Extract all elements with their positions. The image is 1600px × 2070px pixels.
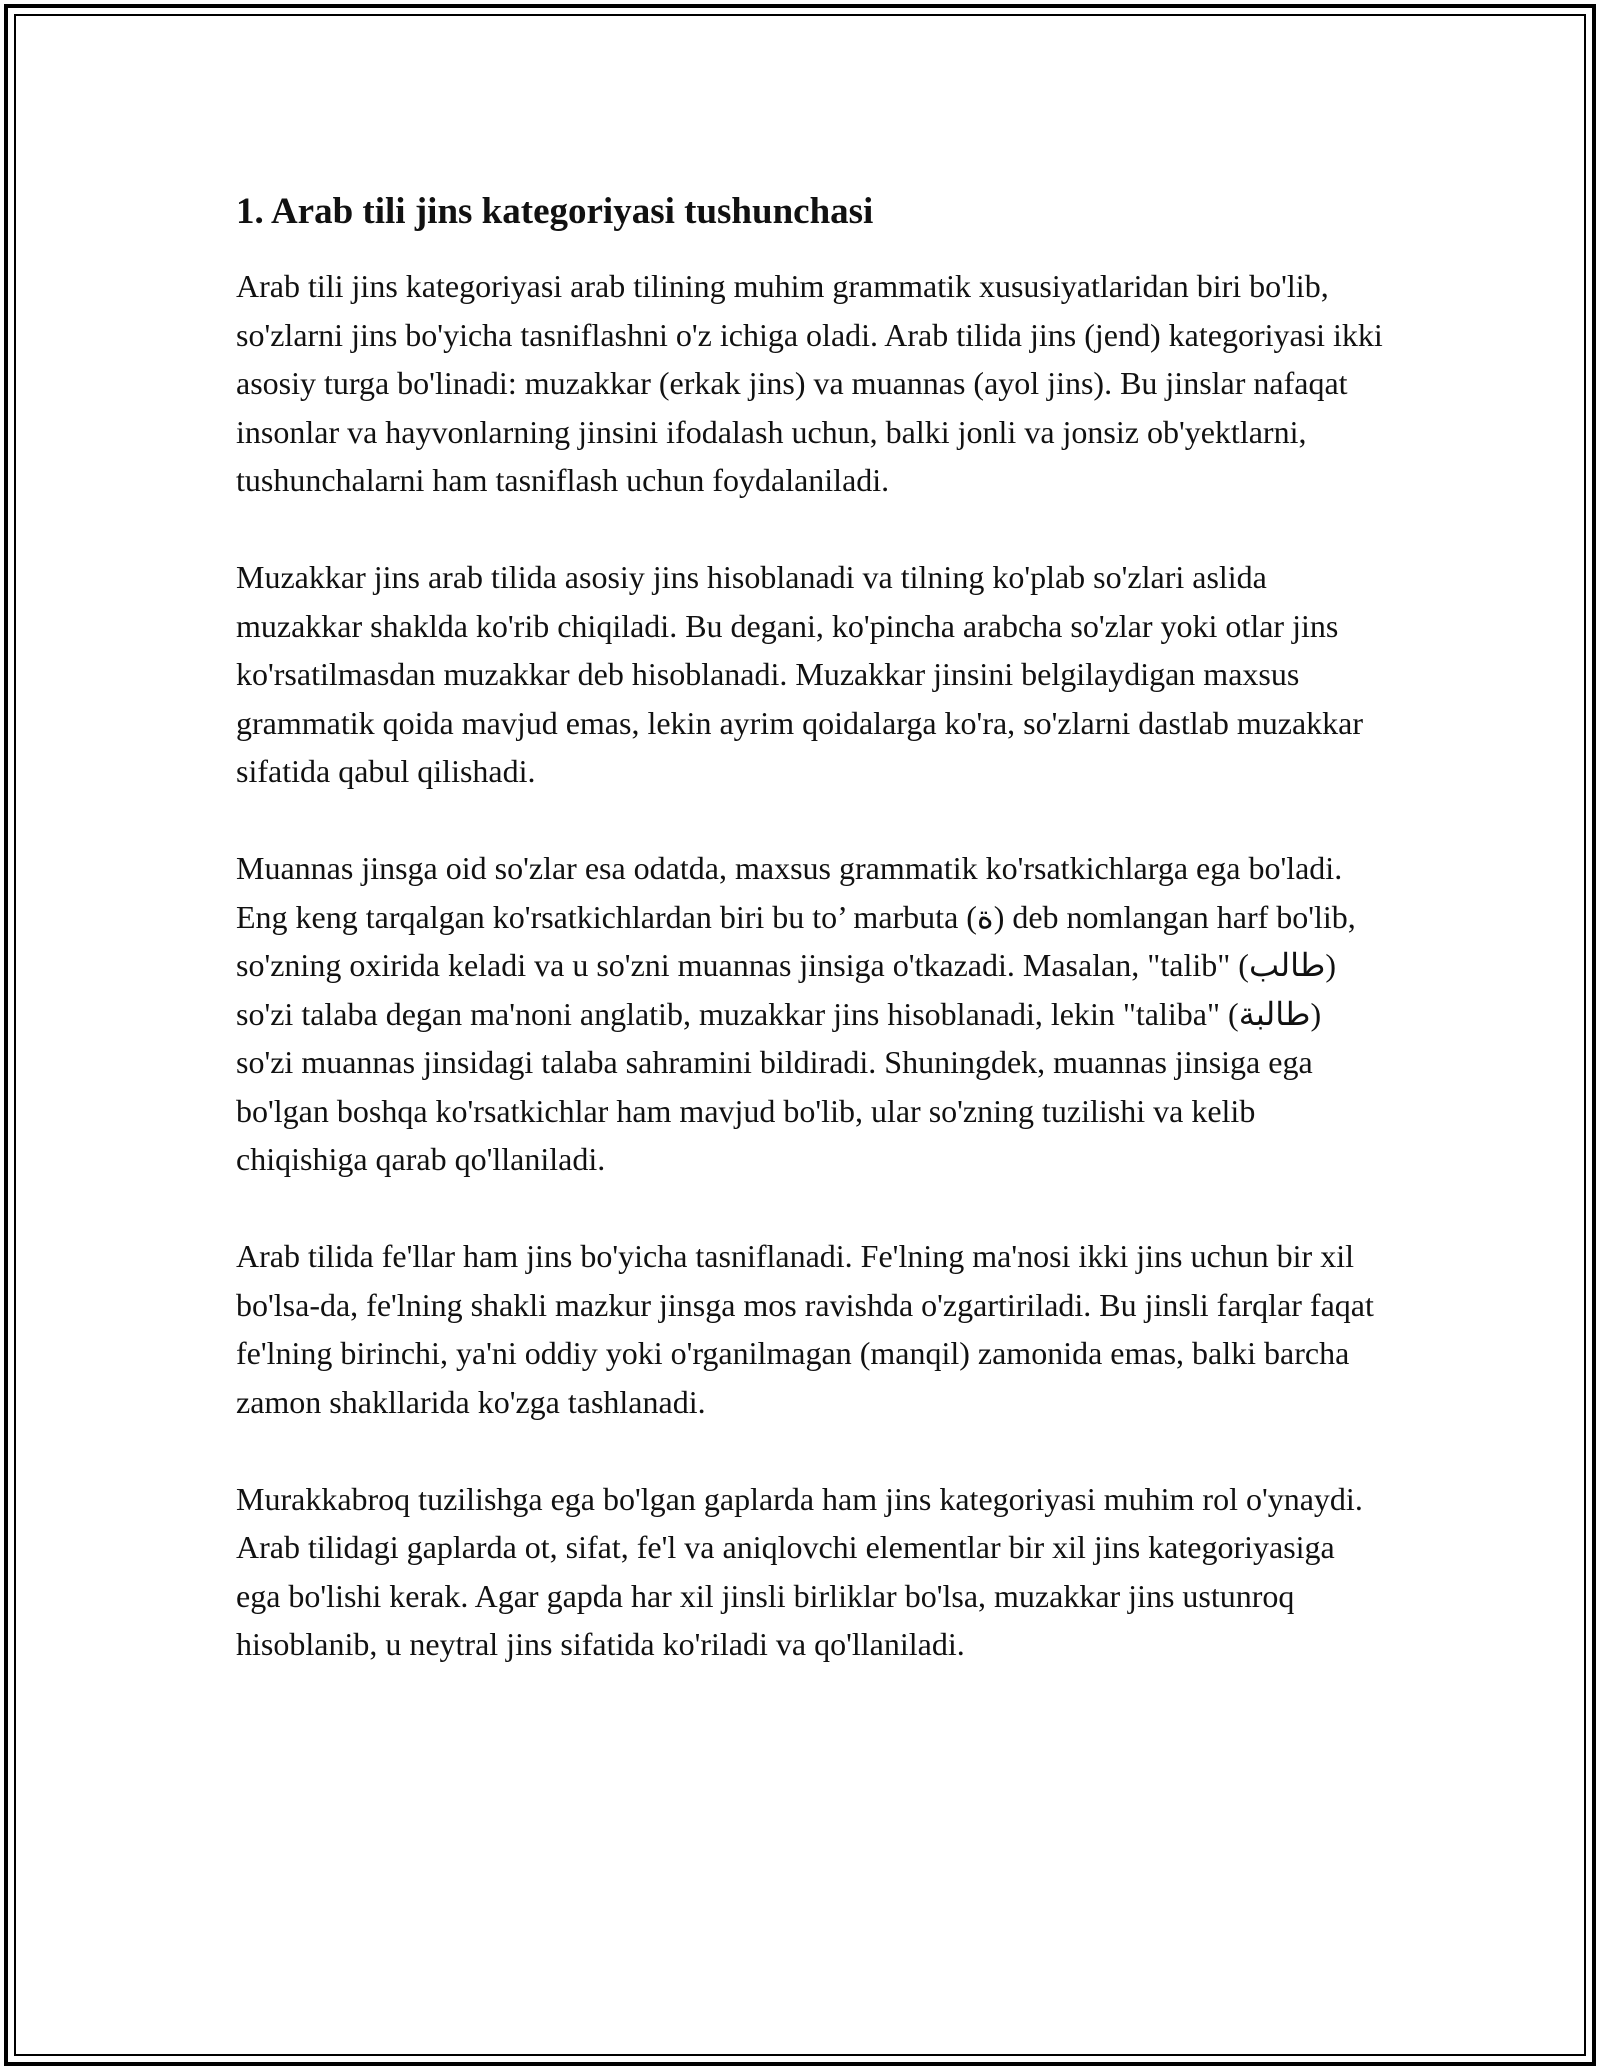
paragraph-intro: Arab tili jins kategoriyasi arab tilining muhim grammatik xususiyatlaridan biri bo'lib, so'zlarni jins bo'yicha tasniflashni o'z ichiga oladi. Arab tilida jins (jend) kategoriyasi ikki asosiy turga bo'linadi: muzakkar (erkak jins) va muannas (ayol jins). Bu jinslar nafaqat insonlar va hayvonlarning jinsini ifodalash uchun, balki jonli va jonsiz ob'yektlarni, tushunchalarni ham tasniflash uchun foydalaniladi. [236, 268, 1383, 498]
paragraph-muannas: Muannas jinsga oid so'zlar esa odatda, maxsus grammatik ko'rsatkichlarga ega bo'ladi. Eng keng tarqalgan ko'rsatkichlardan biri bu to’ marbuta (ة) deb nomlangan harf bo'lib, so'zning oxirida keladi va u so'zni muannas jinsiga o'tkazadi. Masalan, "talib" (طالب) so'zi talaba degan ma'noni anglatib, muzakkar jins hisoblanadi, lekin "taliba" (طالبة) so'zi muannas jinsidagi talaba sahramini bildiradi. Shuningdek, muannas jinsiga ega bo'lgan boshqa ko'rsatkichlar ham mavjud bo'lib, ular so'zning tuzilishi va kelib chiqishiga qarab qo'llaniladi. [236, 850, 1356, 1177]
paragraph-verbs: Arab tilida fe'llar ham jins bo'yicha tasniflanadi. Fe'lning ma'nosi ikki jins uchun bir xil bo'lsa-da, fe'lning shakli mazkur jinsga mos ravishda o'zgartiriladi. Bu jinsli farqlar faqat fe'lning birinchi, ya'ni oddiy yoki o'rganilmagan (manqil) zamonida emas, balki barcha zamon shakllarida ko'zga tashlanadi. [236, 1238, 1374, 1420]
paragraph-muzakkar: Muzakkar jins arab tilida asosiy jins hisoblanadi va tilning ko'plab so'zlari aslida muzakkar shaklda ko'rib chiqiladi. Bu degani, ko'pincha arabcha so'zlar yoki otlar jins ko'rsatilmasdan muzakkar deb hisoblanadi. Muzakkar jinsini belgilaydigan maxsus grammatik qoida mavjud emas, lekin ayrim qoidalarga ko'ra, so'zlarni dastlab muzakkar sifatida qabul qilishadi. [236, 559, 1364, 789]
paragraph-sentences: Murakkabroq tuzilishga ega bo'lgan gaplarda ham jins kategoriyasi muhim rol o'ynaydi. Arab tilidagi gaplarda ot, sifat, fe'l va aniqlovchi elementlar bir xil jins kategoriyasiga ega bo'lishi kerak. Agar gapda har xil jinsli birliklar bo'lsa, muzakkar jins ustunroq hisoblanib, u neytral jins sifatida ko'riladi va qo'llaniladi. [236, 1480, 1363, 1662]
section-heading: 1. Arab tili jins kategoriyasi tushunchasi [236, 191, 874, 232]
document-body [236, 188, 1386, 1717]
